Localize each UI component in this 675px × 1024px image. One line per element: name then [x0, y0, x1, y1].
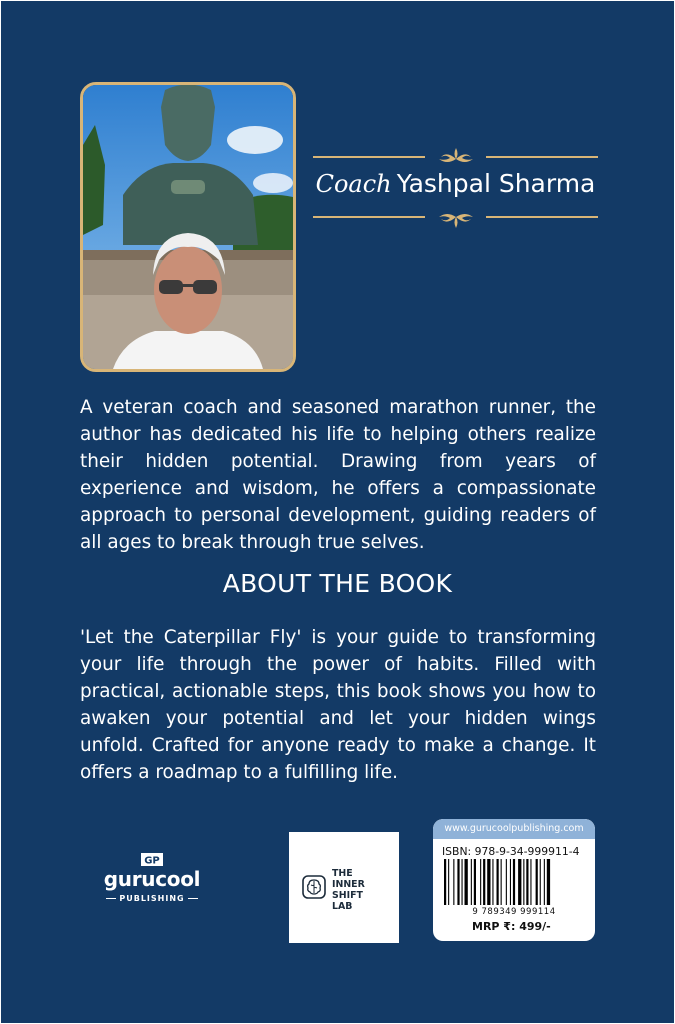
lab-name: THE INNER SHIFT LAB — [332, 868, 365, 912]
about-heading: ABOUT THE BOOK — [222, 569, 453, 598]
author-name — [313, 169, 598, 198]
publisher-url: www.gurucoolpublishing.com — [433, 819, 595, 839]
book-back-cover — [1, 1, 674, 1023]
publisher-subtitle: PUBLISHING — [96, 894, 208, 903]
ornament-flourish-icon — [437, 145, 475, 167]
gp-mark-icon — [141, 853, 163, 866]
brain-icon — [302, 875, 326, 899]
isbn-box — [433, 819, 595, 941]
publisher-name: gurucool — [103, 867, 201, 891]
book-description: 'Let the Caterpillar Fly' is your guide to transforming your life through the power of habits. Filled with practical, actionable steps, this book shows you how to awaken your potential and let your hidden wings unfold. Crafted for anyone ready to make a change. It offers a roadmap to a fulfilling life. — [80, 627, 596, 783]
ornament-flourish-icon — [437, 209, 475, 231]
barcode-digits: 9 789349 999114 — [472, 907, 556, 917]
author-prefix: Coach — [315, 170, 392, 198]
author-name-block — [313, 141, 598, 231]
publisher-logo — [96, 853, 208, 921]
isbn-number: ISBN: 978-9-34-999911-4 — [442, 845, 580, 858]
author-photo — [80, 82, 296, 372]
price: MRP ₹: 499/- — [472, 920, 551, 933]
inner-shift-lab-logo — [289, 832, 399, 943]
author-fullname: Yashpal Sharma — [396, 169, 596, 198]
author-bio: A veteran coach and seasoned marathon runner, the author has dedicated his life to helping others realize their hidden potential. Drawing from years of experience and wisdom, he offers a compassionate approach to personal development, guiding readers of all ages to break through true selves. — [80, 397, 596, 553]
barcode — [443, 859, 585, 905]
svg-text:GP: GP — [144, 855, 160, 866]
